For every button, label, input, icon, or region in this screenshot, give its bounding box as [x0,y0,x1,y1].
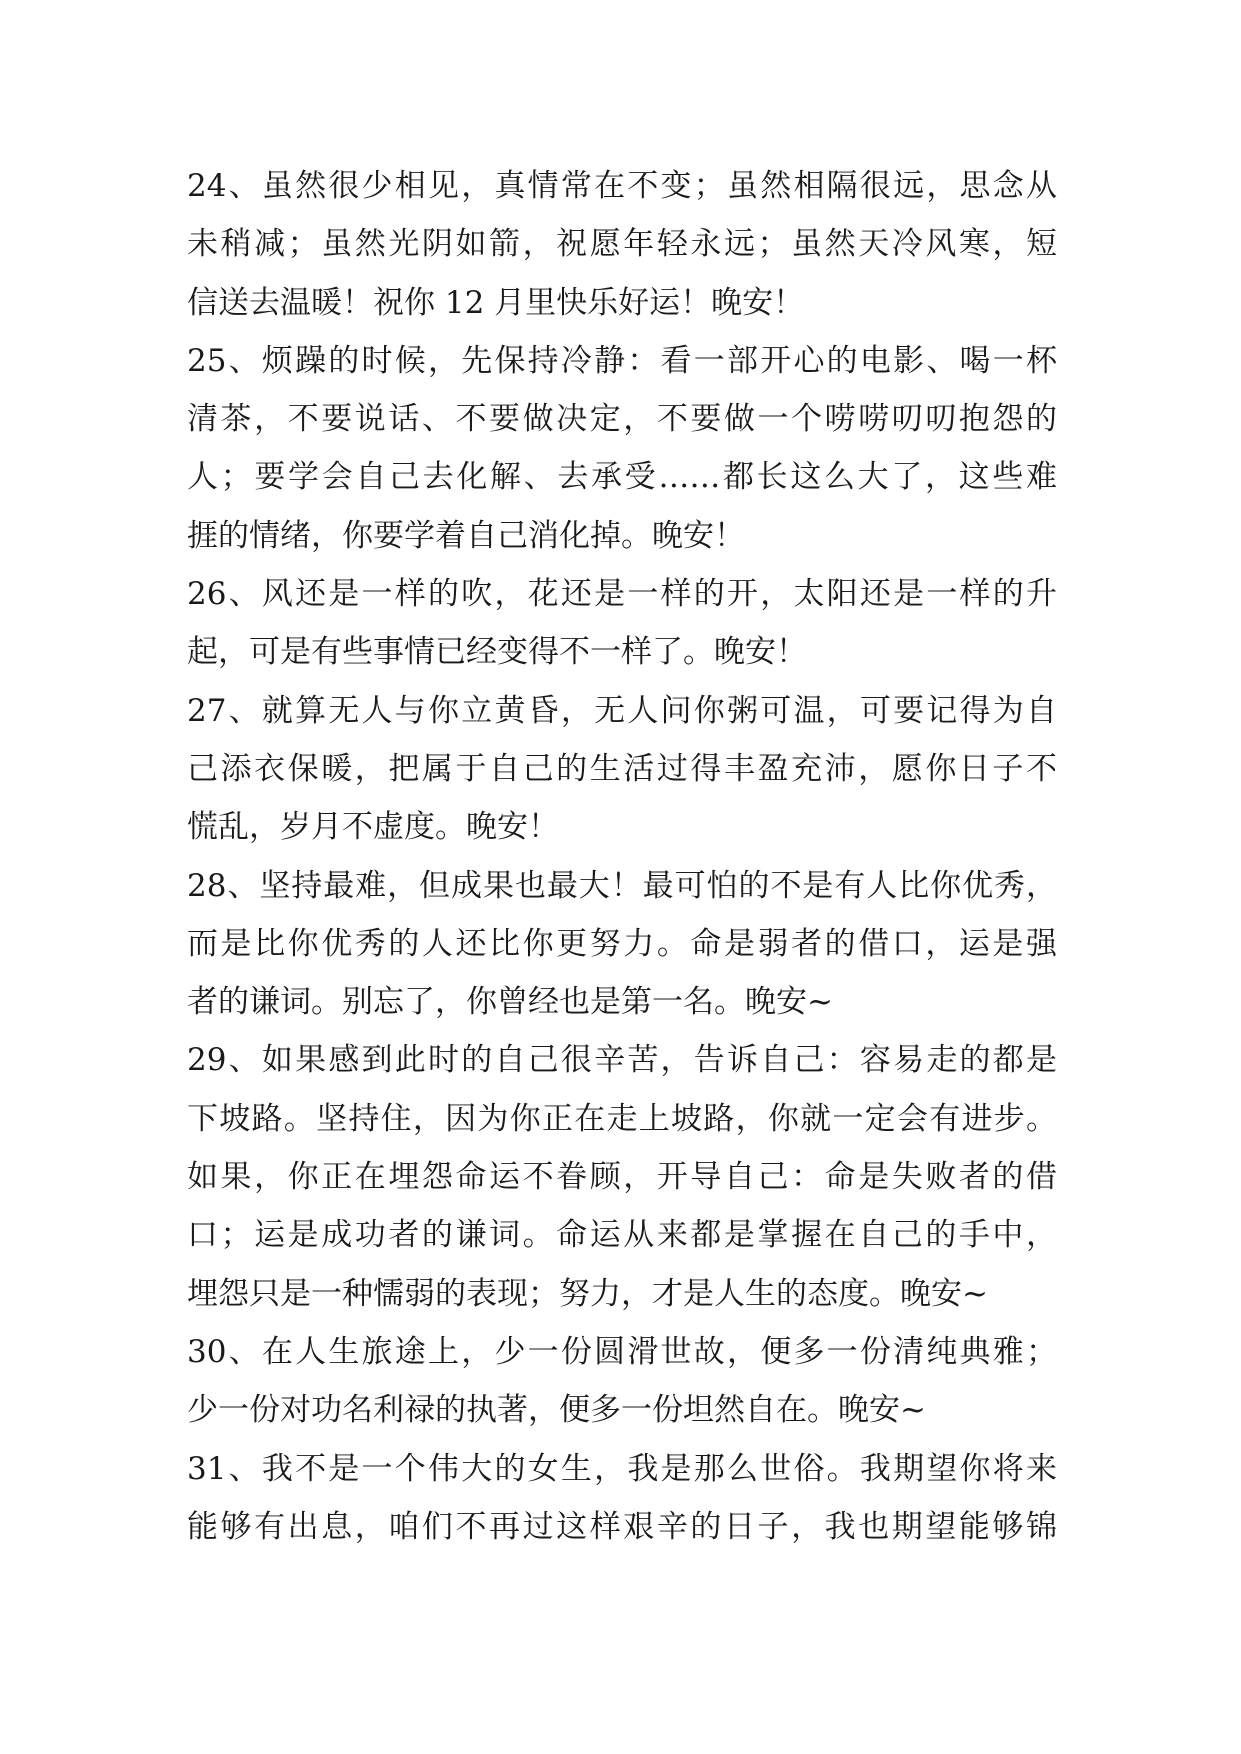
text-line: 埋怨只是一种懦弱的表现；努力，才是人生的态度。晚安~ [187,1275,988,1312]
text-line: 清茶，不要说话、不要做决定，不要做一个唠唠叨叨抱怨的 [187,401,1057,438]
text-line: 者的谦词。别忘了，你曾经也是第一名。晚安~ [187,984,833,1021]
text-line: 26、风还是一样的吹，花还是一样的开，太阳还是一样的升 [187,576,1057,613]
text-line: 25、烦躁的时候，先保持冷静：看一部开心的电影、喝一杯 [187,342,1057,379]
text-line: 30、在人生旅途上，少一份圆滑世故，便多一份清纯典雅； [187,1333,1057,1370]
text-line: 慌乱，岁月不虚度。晚安！ [187,809,559,846]
text-line: 29、如果感到此时的自己很辛苦，告诉自己：容易走的都是 [187,1042,1057,1079]
text-line: 口；运是成功者的谦词。命运从来都是掌握在自己的手中， [187,1217,1057,1254]
text-line: 而是比你优秀的人还比你更努力。命是弱者的借口，运是强 [187,925,1057,962]
text-line: 27、就算无人与你立黄昏，无人问你粥可温，可要记得为自 [187,692,1057,729]
text-line: 未稍减；虽然光阴如箭，祝愿年轻永远；虽然天冷风寒，短 [187,226,1057,263]
text-line: 24、虽然很少相见，真情常在不变；虽然相隔很远，思念从 [187,168,1057,204]
text-line: 下坡路。坚持住，因为你正在走上坡路，你就一定会有进步。 [187,1100,1057,1137]
text-line: 31、我不是一个伟大的女生，我是那么世俗。我期望你将来 [187,1450,1057,1487]
text-line: 能够有出息，咱们不再过这样艰辛的日子，我也期望能够锦 [187,1508,1057,1545]
text-line: 起，可是有些事情已经变得不一样了。晚安！ [187,634,807,671]
text-line: 如果，你正在埋怨命运不眷顾，开导自己：命是失败者的借 [187,1159,1057,1196]
document-body [187,157,1057,1556]
text-line: 捱的情绪，你要学着自己消化掉。晚安！ [187,517,745,554]
text-line: 28、坚持最难，但成果也最大！最可怕的不是有人比你优秀， [187,867,1057,904]
text-line: 信送去温暖！祝你 12 月里快乐好运！晚安！ [187,284,805,321]
text-line: 人；要学会自己去化解、去承受……都长这么大了，这些难 [187,459,1057,496]
text-line: 少一份对功名利禄的执著，便多一份坦然自在。晚安~ [187,1392,926,1429]
text-line: 己添衣保暖，把属于自己的生活过得丰盈充沛，愿你日子不 [187,750,1057,787]
